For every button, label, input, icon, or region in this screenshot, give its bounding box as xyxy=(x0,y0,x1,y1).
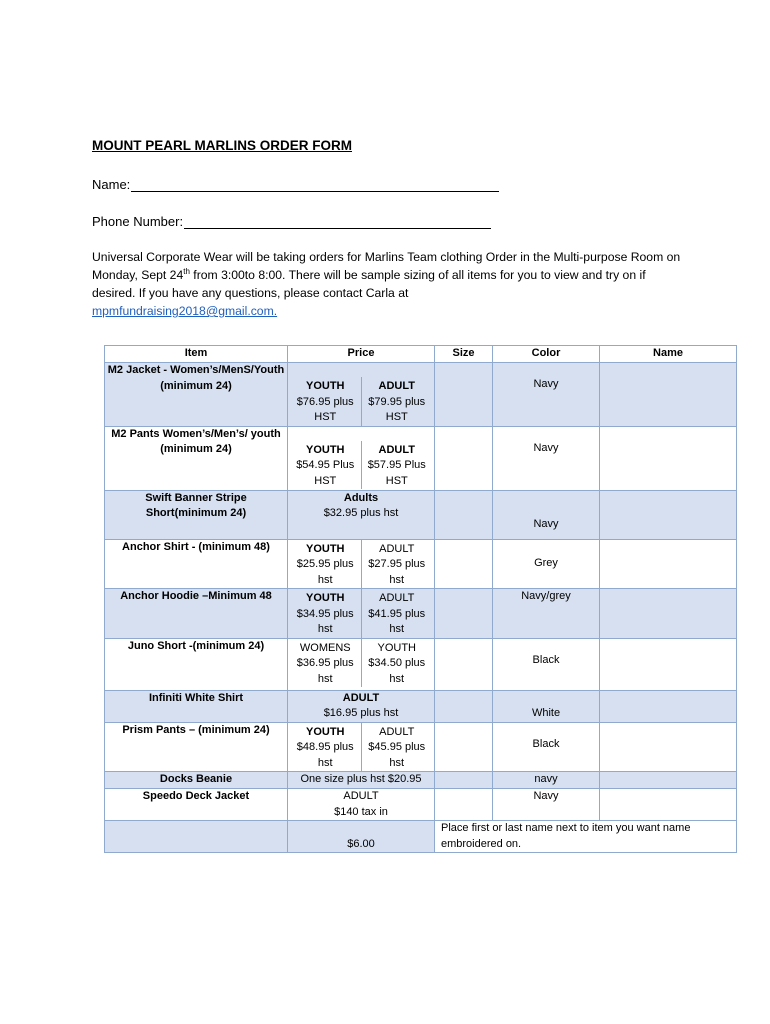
item-cell: Prism Pants – (minimum 24) xyxy=(105,722,288,772)
price-cell xyxy=(288,490,435,539)
price-right-head: ADULT xyxy=(379,725,415,738)
intro-text-a: Universal Corporate Wear will be taking orders for Marlins Team clothing Order in the Multi-purpose Room on Monday, Sept 24 xyxy=(92,250,681,282)
price-head: ADULT xyxy=(343,790,379,802)
price-text: $16.95 plus hst xyxy=(323,707,399,719)
item-cell: Speedo Deck Jacket xyxy=(105,789,288,821)
size-cell[interactable] xyxy=(435,589,493,639)
price-right: $34.50 plus hst xyxy=(368,657,426,685)
price-head: Adults xyxy=(343,491,379,504)
name-label: Name: xyxy=(92,177,131,192)
size-cell[interactable] xyxy=(435,690,493,722)
item-cell xyxy=(105,821,288,853)
price-cell xyxy=(288,426,435,490)
header-price: Price xyxy=(288,346,435,363)
name-cell[interactable] xyxy=(600,490,737,539)
table-row xyxy=(105,490,737,539)
name-cell[interactable] xyxy=(600,722,737,772)
price-cell xyxy=(288,789,435,821)
price-right: $27.95 plus hst xyxy=(368,558,426,586)
price-left-head: YOUTH xyxy=(306,380,345,392)
price-cell xyxy=(288,363,435,427)
price-cell xyxy=(288,690,435,722)
price-left: $25.95 plus hst xyxy=(296,558,354,586)
price-right: $41.95 plus hst xyxy=(368,607,426,635)
header-name: Name xyxy=(600,346,737,363)
price-left: $36.95 plus hst xyxy=(296,657,354,685)
size-cell[interactable] xyxy=(435,426,493,490)
price-left: $54.95 Plus HST xyxy=(296,459,355,487)
price-right: $45.95 plus hst xyxy=(368,741,426,769)
price-left-head: YOUTH xyxy=(306,542,345,555)
intro-sup: th xyxy=(183,266,190,276)
price-cell: $6.00 xyxy=(288,821,435,853)
name-cell[interactable] xyxy=(600,690,737,722)
price-right-head: YOUTH xyxy=(377,641,416,654)
price-cell: One size plus hst $20.95 xyxy=(288,772,435,789)
table-row xyxy=(105,638,737,690)
item-cell: M2 Jacket - Women’s/MenS/Youth (minimum 24) xyxy=(105,363,288,427)
color-cell: Navy xyxy=(493,426,600,490)
color-cell: Black xyxy=(493,638,600,690)
price-right-head: ADULT xyxy=(378,443,415,456)
intro-text-b: from 3:00to 8:00. There will be sample sizing of all items for you to view and try on if desired. If you have any questions, please contact Carla at xyxy=(92,268,646,300)
intro-paragraph xyxy=(92,248,692,320)
price-cell xyxy=(288,722,435,772)
table-row xyxy=(105,363,737,427)
order-table xyxy=(104,345,737,853)
color-cell: Navy xyxy=(493,789,600,821)
price-left: $48.95 plus hst xyxy=(296,741,354,769)
price-text: $32.95 plus hst xyxy=(323,507,399,519)
phone-label: Phone Number: xyxy=(92,214,184,229)
name-field xyxy=(92,177,499,192)
color-cell: White xyxy=(493,690,600,722)
price-right: $57.95 Plus HST xyxy=(367,459,426,487)
table-row xyxy=(105,690,737,722)
item-cell: Docks Beanie xyxy=(105,772,288,789)
size-cell[interactable] xyxy=(435,772,493,789)
name-input-line[interactable] xyxy=(131,177,499,192)
color-cell: navy xyxy=(493,772,600,789)
name-cell[interactable] xyxy=(600,772,737,789)
price-right-head: ADULT xyxy=(379,542,415,555)
price-left: $34.95 plus hst xyxy=(296,607,354,635)
price-right-head: ADULT xyxy=(379,592,415,604)
header-size: Size xyxy=(435,346,493,363)
item-cell: Anchor Shirt - (minimum 48) xyxy=(105,539,288,589)
item-cell: M2 Pants Women’s/Men’s/ youth (minimum 24) xyxy=(105,426,288,490)
embroidery-note: Place first or last name next to item you want name embroidered on. xyxy=(435,821,737,853)
color-cell: Black xyxy=(493,722,600,772)
price-text: $140 tax in xyxy=(334,805,388,818)
item-cell: Infiniti White Shirt xyxy=(105,690,288,722)
contact-email-link[interactable]: mpmfundraising2018@gmail.com. xyxy=(92,304,278,318)
price-left: $76.95 plus HST xyxy=(296,395,354,423)
color-cell: Navy xyxy=(493,363,600,427)
item-cell: Anchor Hoodie –Minimum 48 xyxy=(105,589,288,639)
size-cell[interactable] xyxy=(435,539,493,589)
price-right-head: ADULT xyxy=(378,380,415,392)
header-color: Color xyxy=(493,346,600,363)
price-head: ADULT xyxy=(342,691,380,704)
item-cell: Swift Banner Stripe Short(minimum 24) xyxy=(105,490,288,539)
table-row-embroidery xyxy=(105,821,737,853)
name-cell[interactable] xyxy=(600,638,737,690)
color-cell: Grey xyxy=(493,539,600,589)
table-header-row xyxy=(105,346,737,363)
size-cell[interactable] xyxy=(435,789,493,821)
name-cell[interactable] xyxy=(600,426,737,490)
form-title: MOUNT PEARL MARLINS ORDER FORM xyxy=(92,138,352,153)
size-cell[interactable] xyxy=(435,638,493,690)
size-cell[interactable] xyxy=(435,490,493,539)
item-cell: Juno Short -(minimum 24) xyxy=(105,638,288,690)
price-left-head: YOUTH xyxy=(306,592,345,604)
table-row xyxy=(105,539,737,589)
table-row xyxy=(105,772,737,789)
price-cell xyxy=(288,589,435,639)
price-left-head: YOUTH xyxy=(306,443,345,456)
table-row xyxy=(105,789,737,821)
name-cell[interactable] xyxy=(600,789,737,821)
price-cell xyxy=(288,539,435,589)
price-cell xyxy=(288,638,435,690)
header-item: Item xyxy=(105,346,288,363)
table-row xyxy=(105,722,737,772)
color-cell: Navy/grey xyxy=(493,589,600,639)
name-cell[interactable] xyxy=(600,363,737,427)
size-cell[interactable] xyxy=(435,722,493,772)
name-cell[interactable] xyxy=(600,539,737,589)
table-row xyxy=(105,589,737,639)
price-left-head: WOMENS xyxy=(299,641,351,654)
price-left-head: YOUTH xyxy=(306,725,345,738)
phone-field xyxy=(92,214,491,229)
price-right: $79.95 plus HST xyxy=(368,395,426,423)
phone-input-line[interactable] xyxy=(184,214,491,229)
size-cell[interactable] xyxy=(435,363,493,427)
name-cell[interactable] xyxy=(600,589,737,639)
color-cell: Navy xyxy=(493,490,600,539)
table-row xyxy=(105,426,737,490)
